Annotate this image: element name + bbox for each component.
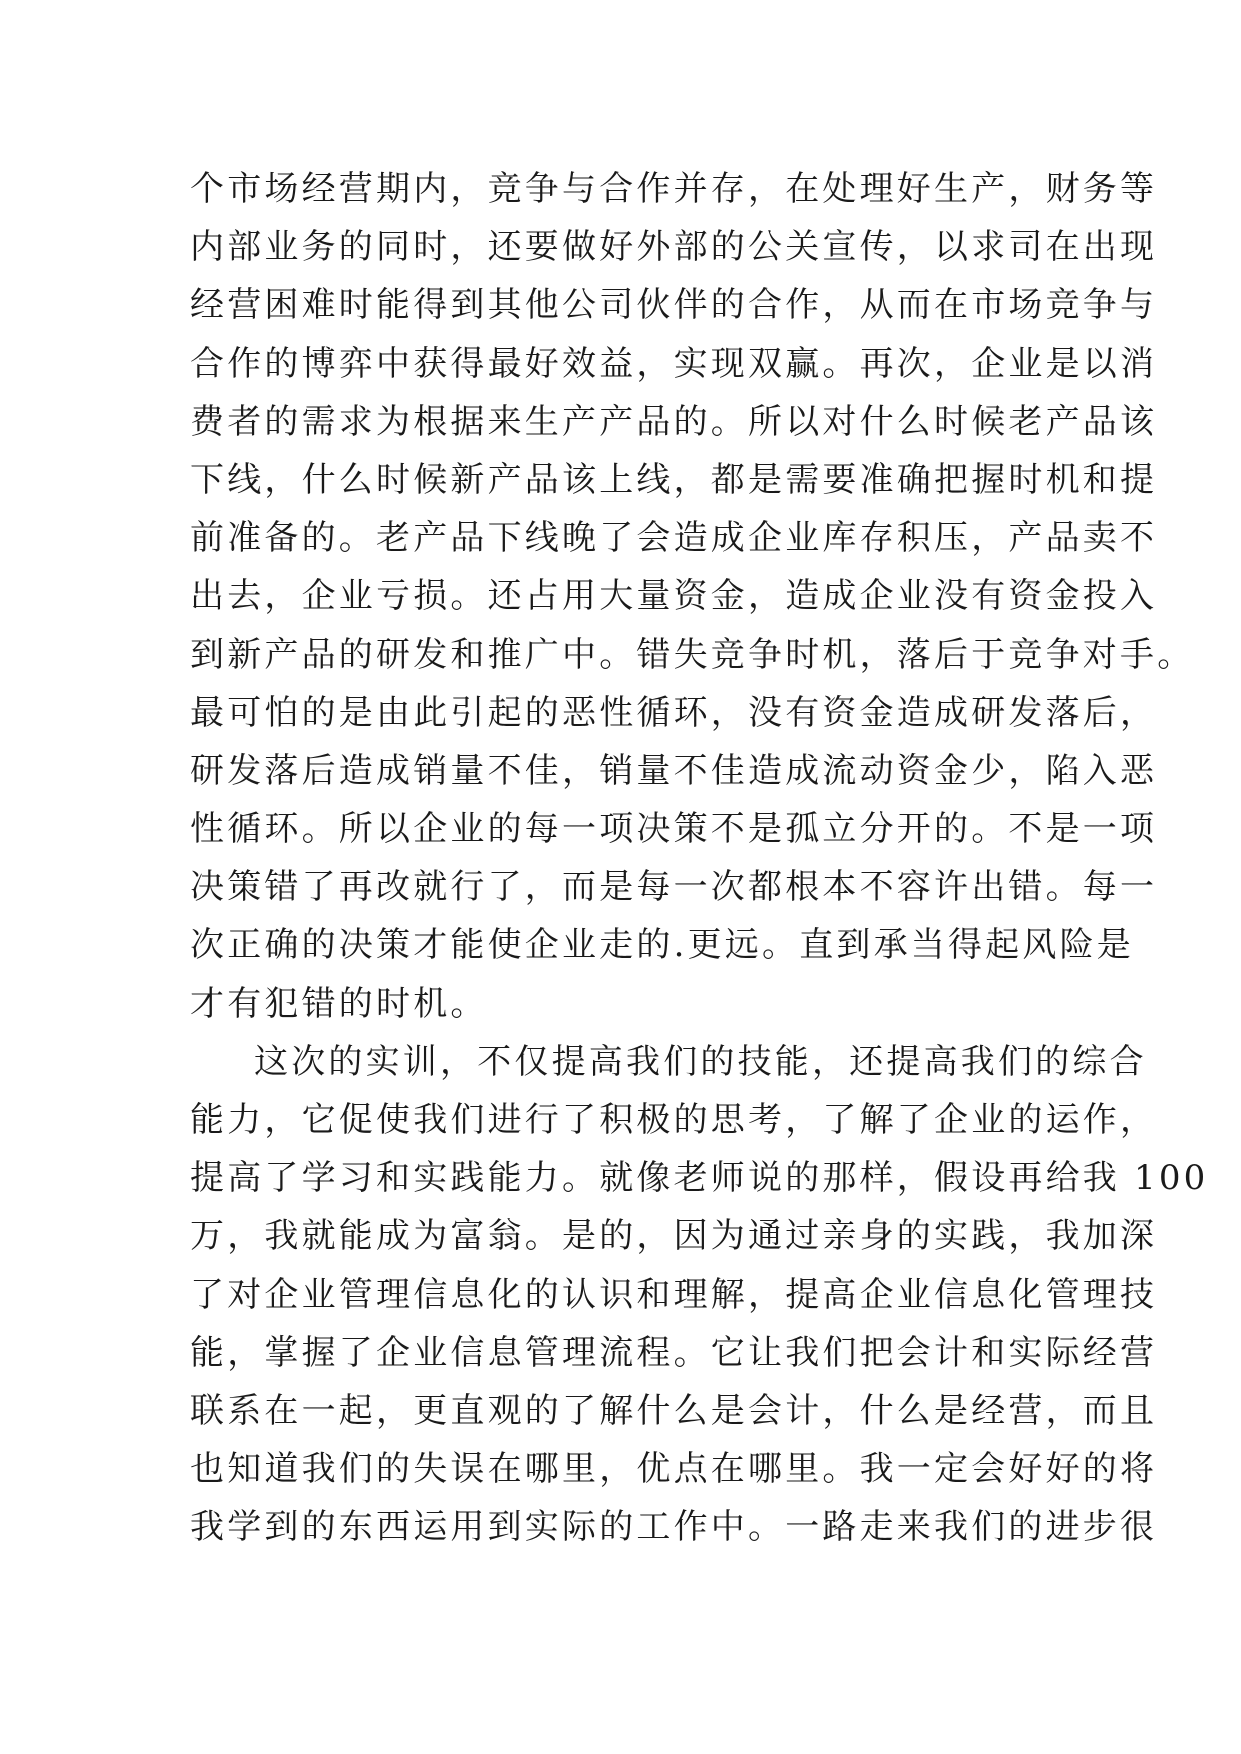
text-line: 最可怕的是由此引起的恶性循环，没有资金造成研发落后， bbox=[190, 692, 1158, 733]
text-line: 万，我就能成为富翁。是的，因为通过亲身的实践，我加深 bbox=[190, 1216, 1158, 1257]
text-line: 研发落后造成销量不佳，销量不佳造成流动资金少，陷入恶 bbox=[190, 750, 1158, 791]
text-line: 内部业务的同时，还要做好外部的公关宣传，以求司在出现 bbox=[190, 227, 1158, 268]
text-line: 到新产品的研发和推广中。错失竞争时机，落后于竞争对手。 bbox=[190, 634, 1195, 675]
text-line: 出去，企业亏损。还占用大量资金，造成企业没有资金投入 bbox=[190, 576, 1158, 617]
text-line: 才有犯错的时机。 bbox=[190, 983, 488, 1024]
text-line: 经营困难时能得到其他公司伙伴的合作，从而在市场竞争与 bbox=[190, 285, 1158, 326]
paragraph-first-line: 这次的实训，不仅提高我们的技能，还提高我们的综合 bbox=[254, 1041, 1147, 1082]
text-line: 也知道我们的失误在哪里，优点在哪里。我一定会好好的将 bbox=[190, 1449, 1158, 1490]
text-line: 费者的需求为根据来生产产品的。所以对什么时候老产品该 bbox=[190, 401, 1158, 442]
text-line: 性循环。所以企业的每一项决策不是孤立分开的。不是一项 bbox=[190, 809, 1158, 850]
text-line: 决策错了再改就行了，而是每一次都根本不容许出错。每一 bbox=[190, 867, 1158, 908]
body-text bbox=[190, 160, 1209, 1557]
text-line: 下线，什么时候新产品该上线，都是需要准确把握时机和提 bbox=[190, 459, 1158, 500]
text-line: 联系在一起，更直观的了解什么是会计，什么是经营，而且 bbox=[190, 1390, 1158, 1431]
text-line: 我学到的东西运用到实际的工作中。一路走来我们的进步很 bbox=[190, 1507, 1158, 1548]
text-line: 次正确的决策才能使企业走的.更远。直到承当得起风险是 bbox=[190, 925, 1135, 966]
text-line: 提高了学习和实践能力。就像老师说的那样，假设再给我 100 bbox=[190, 1158, 1209, 1199]
text-line: 了对企业管理信息化的认识和理解，提高企业信息化管理技 bbox=[190, 1274, 1158, 1315]
text-line: 合作的博弈中获得最好效益，实现双赢。再次，企业是以消 bbox=[190, 343, 1158, 384]
text-line: 能力，它促使我们进行了积极的思考，了解了企业的运作， bbox=[190, 1100, 1158, 1140]
text-line: 个市场经营期内，竞争与合作并存，在处理好生产，财务等 bbox=[190, 169, 1158, 209]
text-line: 能，掌握了企业信息管理流程。它让我们把会计和实际经营 bbox=[190, 1332, 1158, 1373]
text-line: 前准备的。老产品下线晚了会造成企业库存积压，产品卖不 bbox=[190, 518, 1158, 559]
